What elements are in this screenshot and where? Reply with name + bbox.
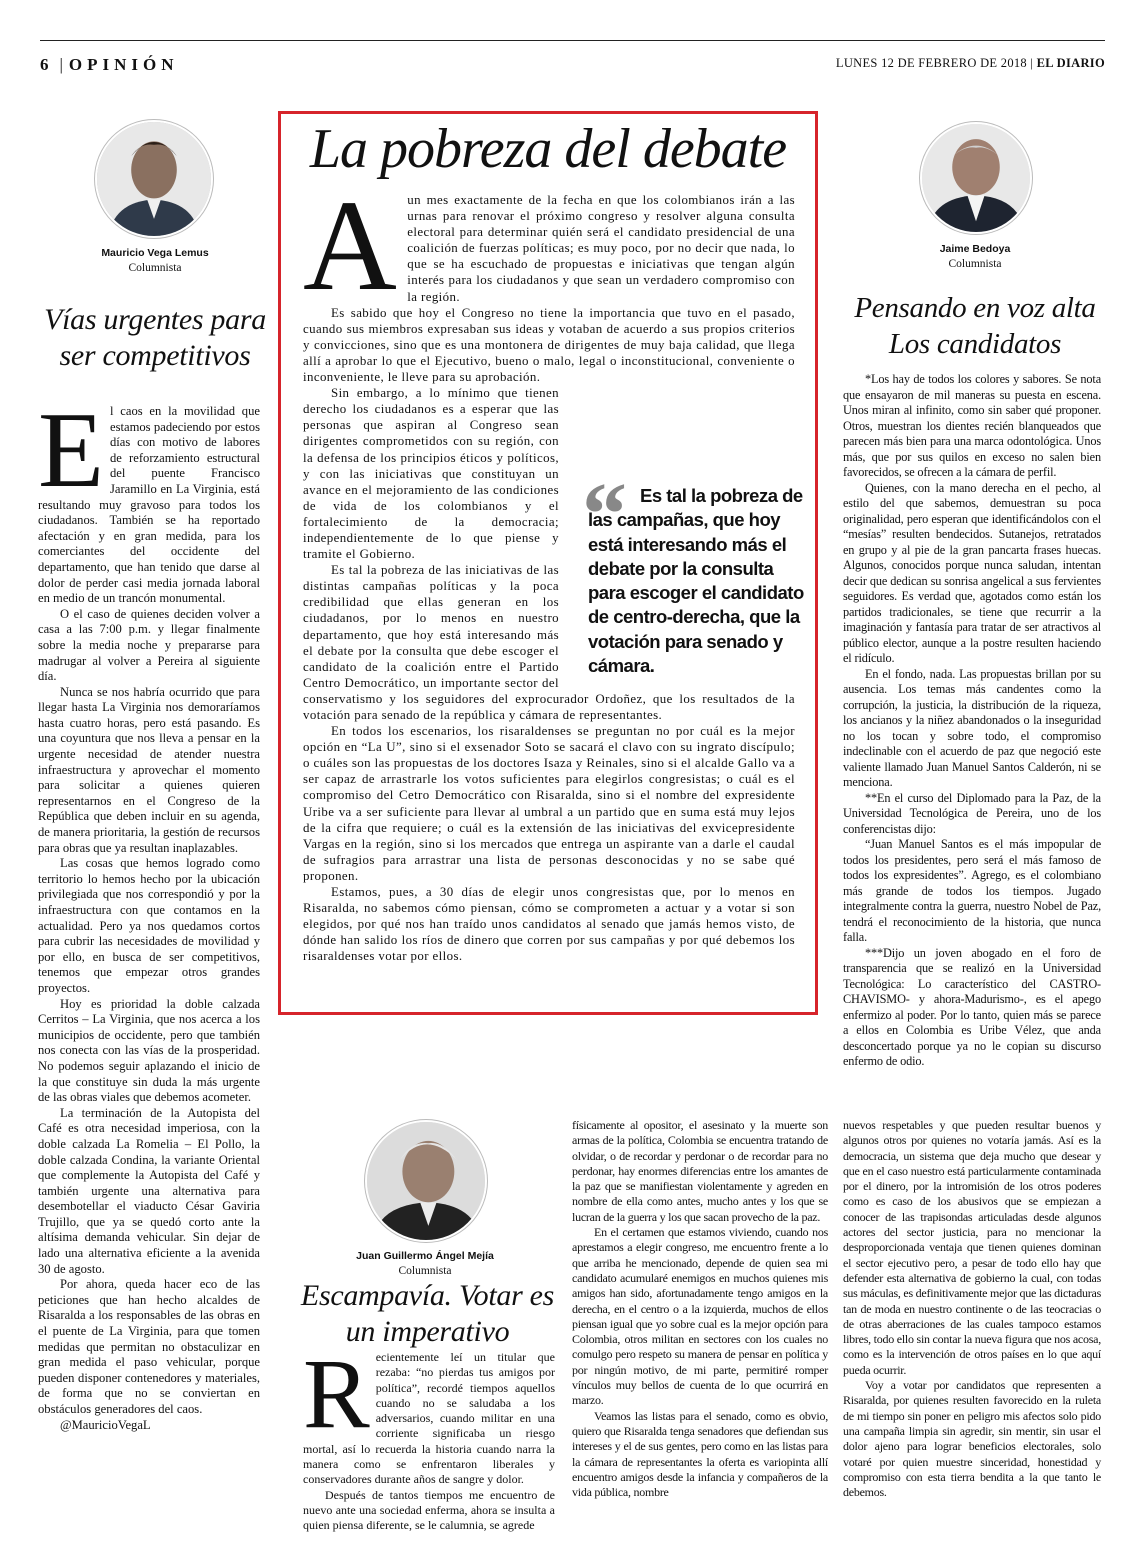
center-paragraph: Sin embargo, a lo mínimo que tienen derecho los ciudadanos es a esperar que las personas que aspiran al Congreso sean dirigentes comprometidos con su región, con la defensa de los principios éticos y políticos, y con las iniciativas que constituyan un avance en el mejoramiento de las condiciones de vida de los colombianos y el fortalecimiento de la democracia; independientemente de lo que piense y tramite el Gobierno.: [303, 386, 559, 562]
left-paragraph: Nunca se nos habría ocurrido que para llegar hasta La Virginia nos demoraríamos hasta cuatro horas, pero está pasando. Es una coyuntura que nos lleva a pensar en la urgente necesidad de atender nuestra infraestructura y aprovechar el momento para solicitar a quienes quieren representarnos en el Congreso de la República que deben incluir en su agenda, de manera prioritaria, la gestión de recursos para obras que ya resultan inaplazables.: [38, 684, 260, 855]
right-paragraph: En el fondo, nada. Las propuestas brillan por su ausencia. Los temas más candentes como la corrupción, la justicia, la distribución de la riqueza, los ancianos y la niñez abandonados o la inseguridad no los tocan y sobre todo, el compromiso indeclinable con el acuerdo de paz que negoció este valiente llamado Juan Manuel Santos Calderón, ni se menciona.: [843, 666, 1101, 789]
left-paragraph: El caos en la movilidad que estamos padeciendo por estos días con motivo de labores de reforzamiento estructural del puente Francisco Jaramillo en La Virginia, está resultando muy gravoso para todos los ciudadanos. También se ha reportado afectación y en gran medida, para los comerciantes del occidente del departamento, que han tenido que darse al dolor de perder casi media jornada laboral en medio de un trancón monumental.: [38, 391, 260, 606]
bottom-author-name: Juan Guillermo Ángel Mejía: [356, 1250, 494, 1262]
bottom-paragraph: físicamente al opositor, el asesinato y la muerte son armas de la política, Colombia se encuentra tratando de olvidar, o de recordar y perdonar o de recordar para no perdonar, hay enormes diferencias entre los amantes de la paz que se manifiestan violentamente y agreden en nombre de ella como antes, mucho antes y los que se lucran de la guerra y los que sacan provecho de la paz.: [572, 1118, 828, 1224]
pull-quote-text: Es tal la pobreza de las campañas, que hoy está interesando más el debate por la consulta para escoger el candidato de centro-derecha, que la votación para senado y cámara.: [588, 485, 804, 677]
bottom-article-title: Escampavía. Votar es un imperativo: [300, 1279, 555, 1348]
center-paragraph: Es tal la pobreza de las iniciativas de las distintas campañas políticas y la poca credibilidad que ellas generan en los ciudadanos, por lo menos en nuestro departamento, que hoy está interesando más el debate por la consulta que debe escoger el candidato de la coalición entre el Partido Centro Democrático, un importante sector del conservatismo y los seguidores del exprocurador Ordoñez, que los resultados de la votación para senado de la república y cámara de representantes.: [303, 563, 795, 722]
avatar-bottom-author: [365, 1120, 487, 1242]
header-rule: [40, 40, 1105, 41]
left-paragraph: O el caso de quienes deciden volver a casa a las 7:00 p.m. y llegar finalmente sobre la media noche y prepararse para madrugar al volver a Pereira al siguiente día.: [38, 606, 260, 684]
left-paragraph: Las cosas que hemos logrado como territorio lo hemos hecho por la ubicación privilegiada que nos correspondió y por la infraestructura con que contamos en la actualidad. Pero ya nos quedamos cortos para cubrir las necesidades de movilidad y por ello, en busca de ser competitivos, tenemos que empezar otros grandes proyectos.: [38, 856, 260, 995]
right-article-title: Pensando en voz alta Los candidatos: [854, 292, 1096, 360]
center-paragraph: En todos los escenarios, los risaraldenses se preguntan no por cuál es la mejor opción en “La U”, sino si el exsenador Soto se sacará el clavo con su ingrato discípulo; o cuáles son las propuestas de los doctores Isaza y Reinales, sino si el alcalde Gallo va a ser capaz de arrastrarle los votos suficientes para elegirlos congresistas; o cuál es el compromiso del Cetro Democrático con Risaralda, sino si el nombre del expresidente Uribe va a ser suficiente para llevar al umbral a un partido que en suma está muy lejos de la cifra que requiere; o cuál es la extensión de las iniciativas del exvicepresidente Vargas en la región, sino si los mercados que entrega un aspirante van a darle el caudal de sufragios para arrastrar una lista de personas desconocidas y no se sabe qué proponen.: [303, 724, 795, 883]
left-article-title: Vías urgentes para ser competitivos: [44, 303, 266, 372]
left-paragraph: Por ahora, queda hacer eco de las peticiones que han hecho alcaldes de Risaralda a los responsables de las obras en el puente de La Virginia, para que tomen medidas que permitan no obstaculizar en gran medida el paso vehicular, porque pueden disponer contenedores y materiales, de forma que no se conviertan en obstáculos generadores del caos.: [38, 1277, 260, 1416]
right-paragraph: *Los hay de todos los colores y sabores. Se nota que ensayaron de mil maneras su puesta en escena. Unos miran al infinito, como sin saber qué proponer. Otros, muestran los dientes recién blanqueados que parecen más bien para una marca odontológica. Unos más, que por sus quilos en exceso no salen bien favorecidos, se ofrecen a la cámara de perfil.: [843, 372, 1101, 479]
bottom-article-col3: [843, 1118, 1101, 1500]
avatar-left-author: [95, 120, 213, 238]
page-header-left: 6 | OPINIÓN: [40, 55, 179, 74]
issue-date: LUNES 12 DE FEBRERO DE 2018 |: [835, 56, 1034, 70]
drop-cap: E: [38, 391, 104, 510]
center-paragraph: Es sabido que hoy el Congreso no tiene la importancia que tuvo en el pasado, cuando sus miembros expresaban sus ideas y votaban de acuerdo a sus propios criterios y convicciones, sino que es una montonera de dirigentes de muy baja calidad, que llega allí a aprobar lo que el Ejecutivo, bueno o malo, legal o inconstitucional, conveniente o inconveniente, le lleve para su aprobación.: [303, 305, 795, 385]
paper-name: EL DIARIO: [1036, 56, 1105, 70]
drop-cap: A: [303, 174, 398, 318]
right-paragraph: **En el curso del Diplomado para la Paz, de la Universidad Tecnológica de Pereira, uno de los conferencistas dijo:: [843, 790, 1101, 836]
bottom-article-col2: [572, 1118, 828, 1500]
drop-cap: R: [303, 1338, 370, 1449]
bottom-paragraph: nuevos respetables y que pueden resultar buenos y algunos otros por quienes no votaría jamás. Así es la democracia, un sistema que deja mucho que desear y que en el caso nuestro está particularmente contaminada por el dinero, por la intromisión de los otros poderes como es caso de los abusivos que se empiezan a conocer de las trapisondas articuladas desde algunos actores del sector justicia, para no mencionar la desproporcionada ventaja que tienen quienes dominan el sector ejecutivo pero, a pesar de todo ello hay que defender esta alternativa de gobierno la cual, con todas sus máculas, es definitivamente mejor que las dictaduras tan de moda en nuestro continente o de las teocracias o de otras aberraciones de las cuales tampoco estamos libres, todo ello sin contar la nueva figura que nos acosa, como es la intervención de otros países en lo que aquí pueda ocurrir.: [843, 1118, 1101, 1377]
bottom-article-col1: [303, 1338, 555, 1534]
left-paragraph: La terminación de la Autopista del Café es otra necesidad imperiosa, con la doble calzada La Romelia – El Pollo, la doble calzada Condina, la variante Oriental que complemente la Autopista del Café y también urgente una alternativa para desembotellar el viaducto César Gaviria Trujillo, que ya se quedó corto ante la altísima demanda vehicular. Sin dejar de lado una alternativa eficiente a la avenida 30 de agosto.: [38, 1105, 260, 1276]
bottom-paragraph: En el certamen que estamos viviendo, cuando nos aprestamos a elegir congreso, me encuentro frente a lo que arriba he mencionado, depende de quien sea mi candidato acumularé enemigos en muchos quienes mis amigos han sido, afortunadamente tengo amigos en la derecha, en el centro o a la izquierda, muchos de ellos piensan igual que yo sobre cual es la mejor opción para Colombia, otros militan en sectores con los cuales no comulgo pero respeto su manera de pensar en política y por ningún motivo, de mi parte, permitiré romper vínculos muy bellos de cuenta de lo que ocurrirá en marzo.: [572, 1225, 828, 1408]
bottom-paragraph: Veamos las listas para el senado, como es obvio, quiero que Risaralda tenga senadores que defiendan sus intereses y el de sus gentes, pero como en las listas para la cámara de representantes la oferta es variopinta allí encuentro amigos desde la infancia y compañeros de la vida pública, nombre: [572, 1408, 828, 1500]
bottom-paragraph: Después de tantos tiempos me encuentro de nuevo ante una sociedad enferma, ahora se insulta a quien piensa diferente, se le calumnia, se agrede: [303, 1487, 555, 1533]
section-name: OPINIÓN: [68, 55, 179, 74]
left-article-body: [38, 391, 260, 1433]
quote-mark-icon: “: [582, 465, 627, 564]
left-signature: @MauricioVegaL: [60, 1417, 151, 1432]
right-article-body: [843, 372, 1101, 1070]
bottom-paragraph: Voy a votar por candidatos que representen a Risaralda, por quienes resulten favorecido en la ruleta de mi tiempo sin poner en peligro mis afectos solo pido una campaña limpia sin agredir, sin mentir, sin usar el dolor ajeno para lograr beneficios electorales, solo votaré por quien muestre sinceridad, honestidad y compromiso con esta tierra bendita a la que tanto le debemos.: [843, 1378, 1101, 1500]
avatar-right-author: [920, 122, 1032, 234]
right-paragraph: “Juan Manuel Santos es el más impopular de todos los presidentes, pero será el más famoso de todos los expresidentes”. Agrego, es el colombiano más grande de todos los tiempos. Jugado integralmente contra la guerra, nuestro Nobel de Paz, tendrá el reconocimiento de la historia, que nunca falla.: [843, 837, 1101, 944]
left-author-role: Columnista: [128, 262, 182, 274]
left-author-name: Mauricio Vega Lemus: [101, 247, 209, 259]
page-header-right: [836, 56, 1105, 71]
bottom-author-role: Columnista: [398, 1265, 452, 1277]
bottom-paragraph: Recientemente leí un titular que rezaba: “no pierdas tus amigos por política”, recordé tiempos aquellos cuando no se saludaba a los adversarios, cuando militar en una corriente significaba un riesgo mortal, así lo recuerda la historia cuando narra la manera como se enfrentaron liberales y conservadores durante años de sangre y dolor.: [303, 1338, 555, 1487]
center-paragraph: Estamos, pues, a 30 días de elegir unos congresistas que, por lo menos en Risaralda, no sabemos cómo piensan, cómo se comprometen a actuar y a votar si son elegidos, por qué nos han traído unos candidatos al senado que jamás hemos visto, de dónde han salido los ríos de dinero que corren por sus campañas y por qué debemos los risaraldenses votar por ellos.: [303, 885, 795, 964]
page-number: 6: [40, 55, 54, 74]
right-author-name: Jaime Bedoya: [939, 243, 1011, 255]
right-paragraph: ***Dijo un joven abogado en el foro de transparencia que se realizó en la Universidad Tecnológica: Lo característico del CASTRO-CHAVISMO- y ahora-Madurismo-, es el apego enfermizo al poder. Por lo tanto, quien más se parece a ellos en Colombia es Uribe Vélez, que anda desconcertado porque ya no le copian su discurso enfermo de odio.: [843, 945, 1101, 1068]
center-paragraph: Aun mes exactamente de la fecha en que los colombianos irán a las urnas para renovar el próximo congreso y resolver alguna consulta electoral para determinar quién será el candidato presidencial de una coalición de fuerzas políticas; es muy poco, por no decir que nada, lo que se ha escuchado de propuestas e iniciativas que tengan algún interés para los ciudadanos y que sean un verdadero compromiso con la región.: [303, 174, 795, 318]
center-article-title: La pobreza del debate: [309, 118, 787, 180]
left-paragraph: Hoy es prioridad la doble calzada Cerritos – La Virginia, que nos acerca a los municipios de occidente, pero que también nos conecta con las vías de la prosperidad. No podemos seguir aplazando el inicio de la que constituye sin duda la más urgente de las obras viales que debemos acometer.: [38, 996, 260, 1105]
right-author-role: Columnista: [948, 258, 1002, 270]
right-paragraph: Quienes, con la mano derecha en el pecho, al estilo del que sabemos, demuestran su poca originalidad, pero esperan que identificándolos con el “mesías” resulten bendecidos. Sutanejos, retratados en grupo y al pie de la gran pancarta frases huecas. Algunos, conocidos porque nunca saludan, intentan decir que dedican su sonrisa angelical a sus fervientes seguidores. Es verdad que, agotados como están los partidos tradicionales, se tiene que recurrir a la imaginación y fantasía para tratar de ser atractivos al público elector, aunque a la postre resulten haciendo el ridículo.: [843, 480, 1101, 665]
pull-quote: [582, 465, 810, 678]
